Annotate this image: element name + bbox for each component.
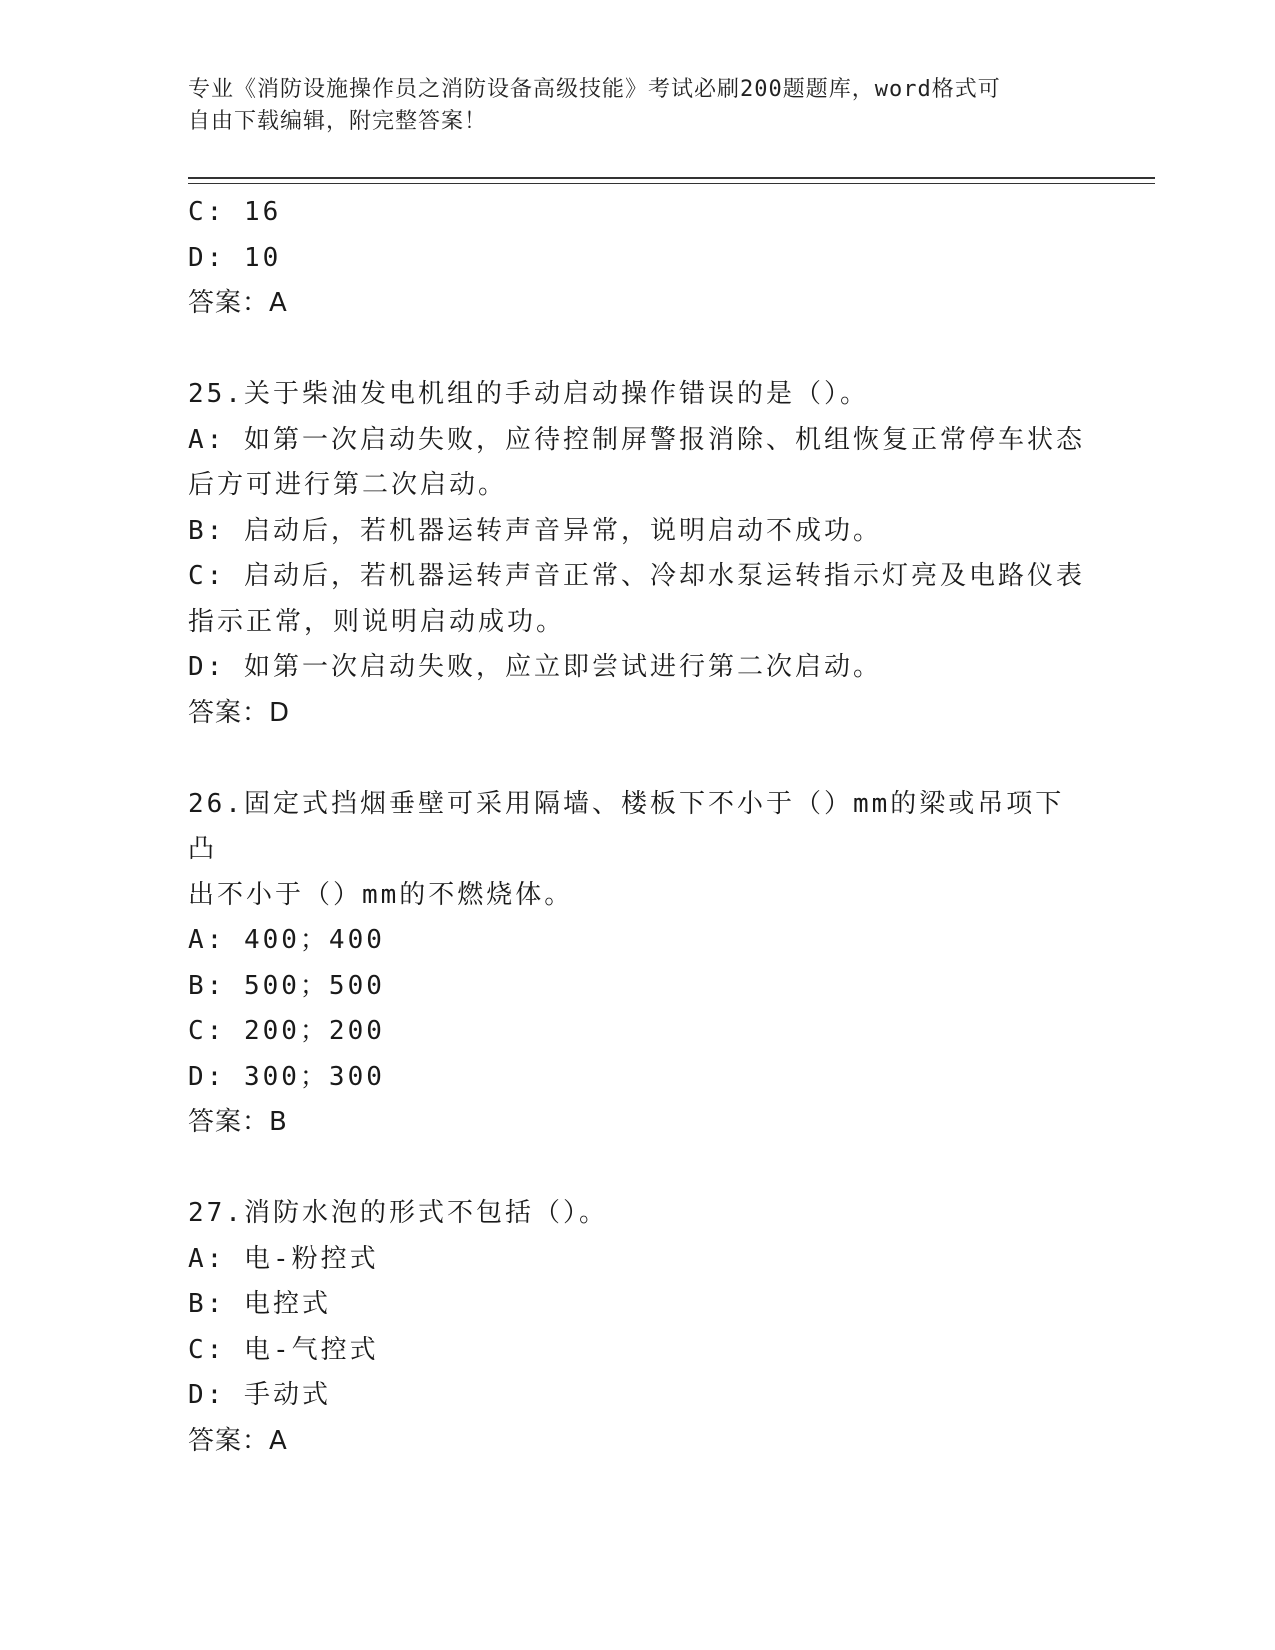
option-line: C: 16 <box>188 197 282 227</box>
option-line: A: 电-粉控式 <box>188 1243 379 1274</box>
question-stem: 26.固定式挡烟垂壁可采用隔墙、楼板下不小于（）mm的梁或吊项下凸 <box>188 788 1065 864</box>
option-line: D: 如第一次启动失败，应立即尝试进行第二次启动。 <box>188 652 882 682</box>
header-divider-thin <box>188 183 1155 184</box>
header-line-2: 自由下载编辑，附完整答案！ <box>188 109 488 134</box>
answer-line: 答案：A <box>188 288 288 318</box>
option-line: C: 200；200 <box>188 1016 385 1046</box>
spacer <box>188 1146 1088 1192</box>
question-26 <box>188 782 1088 1146</box>
question-stem: 出不小于（）mm的不燃烧体。 <box>188 879 574 910</box>
option-line: A: 400；400 <box>188 925 385 955</box>
spacer <box>188 327 1088 373</box>
header-divider-thick <box>188 177 1155 179</box>
answer-line: 答案：D <box>188 697 291 728</box>
option-line: C: 启动后，若机器运转声音正常、冷却水泵运转指示灯亮及电路仪表 <box>188 561 1085 591</box>
option-line: C: 电-气控式 <box>188 1334 379 1365</box>
question-list <box>188 190 1088 1464</box>
option-line: A: 如第一次启动失败，应待控制屏警报消除、机组恢复正常停车状态 <box>188 424 1085 455</box>
option-line: D: 手动式 <box>188 1380 331 1410</box>
option-line: 指示正常，则说明启动成功。 <box>188 606 566 637</box>
option-line: D: 300；300 <box>188 1061 385 1092</box>
answer-line: 答案：B <box>188 1107 288 1137</box>
question-25 <box>188 372 1088 736</box>
option-line: B: 500；500 <box>188 970 385 1001</box>
header-line-1: 专业《消防设施操作员之消防设备高级技能》考试必刷200题题库，word格式可 <box>188 77 1001 102</box>
answer-line: 答案：A <box>188 1425 288 1456</box>
option-line: B: 电控式 <box>188 1289 331 1319</box>
question-stem: 27.消防水泡的形式不包括（）。 <box>188 1198 608 1228</box>
question-27 <box>188 1191 1088 1464</box>
spacer <box>188 736 1088 782</box>
option-line: D: 10 <box>188 242 282 273</box>
option-line: 后方可进行第二次启动。 <box>188 470 508 500</box>
option-line: B: 启动后，若机器运转声音异常，说明启动不成功。 <box>188 515 882 546</box>
question-stem: 25.关于柴油发电机组的手动启动操作错误的是（）。 <box>188 379 869 409</box>
prev-question-tail <box>188 190 1088 327</box>
document-header <box>188 74 1088 138</box>
